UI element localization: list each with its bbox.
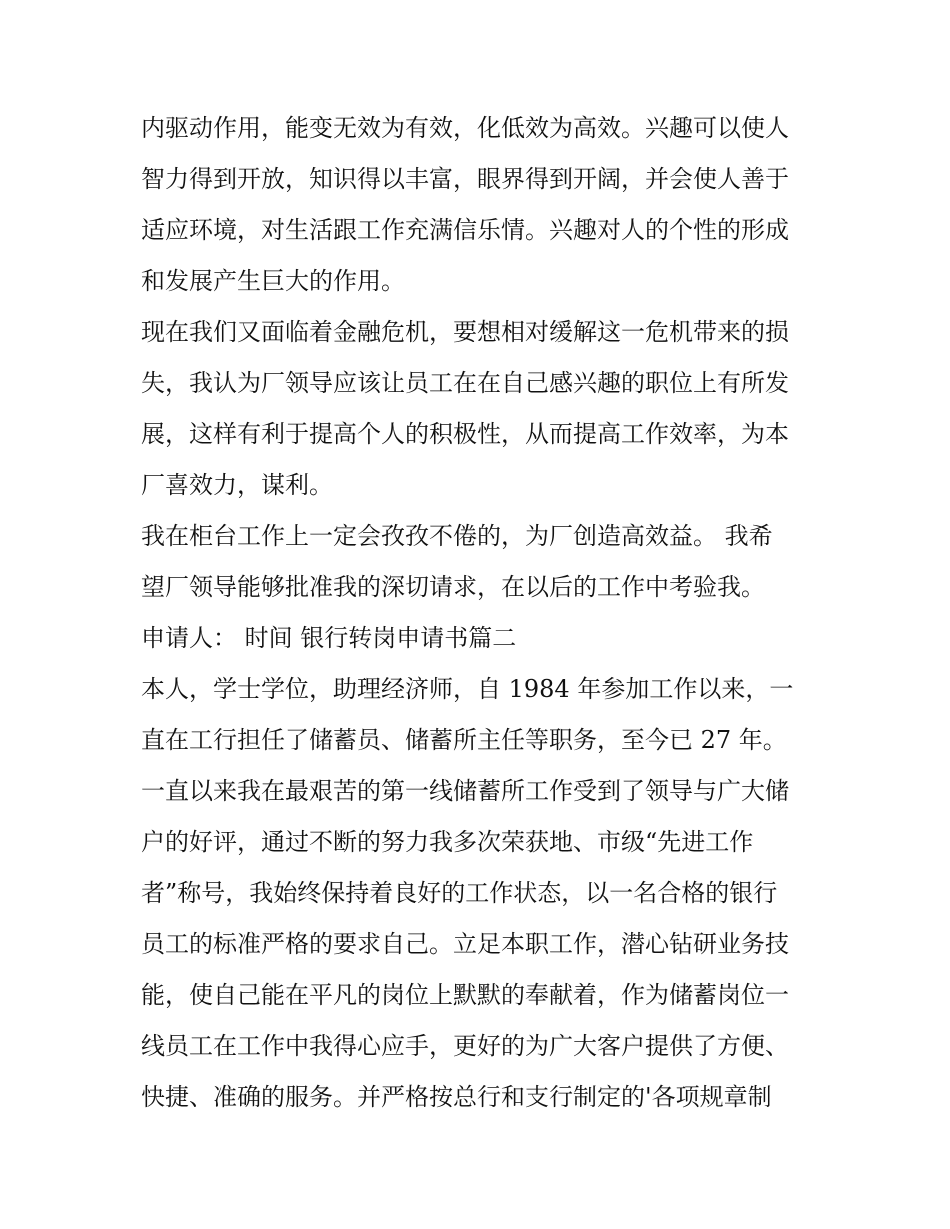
text-line-16: 者”称号，我始终保持着良好的工作状态，以一名合格的银行 [141,879,778,907]
text-line-8: 厂喜效力，谋利。 [141,471,333,499]
body-text [141,103,831,1123]
text-line-20: 快捷、准确的服务。并严格按总行和支行制定的'各项规章制 [141,1083,772,1111]
text-line-17: 员工的标准严格的要求自己。立足本职工作，潜心钻研业务技 [141,930,789,958]
text-line-15: 户的好评，通过不断的努力我多次荣获地、市级“先进工作 [141,828,754,856]
text-line-3: 适应环境，对生活跟工作充满信乐情。兴趣对人的个性的形成 [141,216,789,244]
text-line-7: 展，这样有利于提高个人的积极性，从而提高工作效率，为本 [141,420,789,448]
text-line-12: 本人，学士学位，助理经济师，自 1984 年参加工作以来，一 [141,675,794,703]
text-line-11: 申请人： 时间 银行转岗申请书篇二 [141,624,517,652]
text-line-2: 智力得到开放，知识得以丰富，眼界得到开阔，并会使人善于 [141,165,789,193]
text-line-19: 线员工在工作中我得心应手，更好的为广大客户提供了方便、 [141,1032,789,1060]
text-line-14: 一直以来我在最艰苦的第一线储蓄所工作受到了领导与广大储 [141,777,789,805]
text-line-5: 现在我们又面临着金融危机，要想相对缓解这一危机带来的损 [141,318,789,346]
text-line-18: 能，使自己能在平凡的岗位上默默的奉献着，作为储蓄岗位一 [141,981,789,1009]
text-line-6: 失，我认为厂领导应该让员工在在自己感兴趣的职位上有所发 [141,369,789,397]
text-line-9: 我在柜台工作上一定会孜孜不倦的，为厂创造高效益。 我希 [141,522,773,550]
text-line-13: 直在工行担任了储蓄员、储蓄所主任等职务，至今已 27 年。 [141,726,787,754]
text-line-4: 和发展产生巨大的作用。 [141,267,405,295]
text-line-10: 望厂领导能够批准我的深切请求，在以后的工作中考验我。 [141,573,765,601]
text-line-1: 内驱动作用，能变无效为有效，化低效为高效。兴趣可以使人 [141,114,789,142]
